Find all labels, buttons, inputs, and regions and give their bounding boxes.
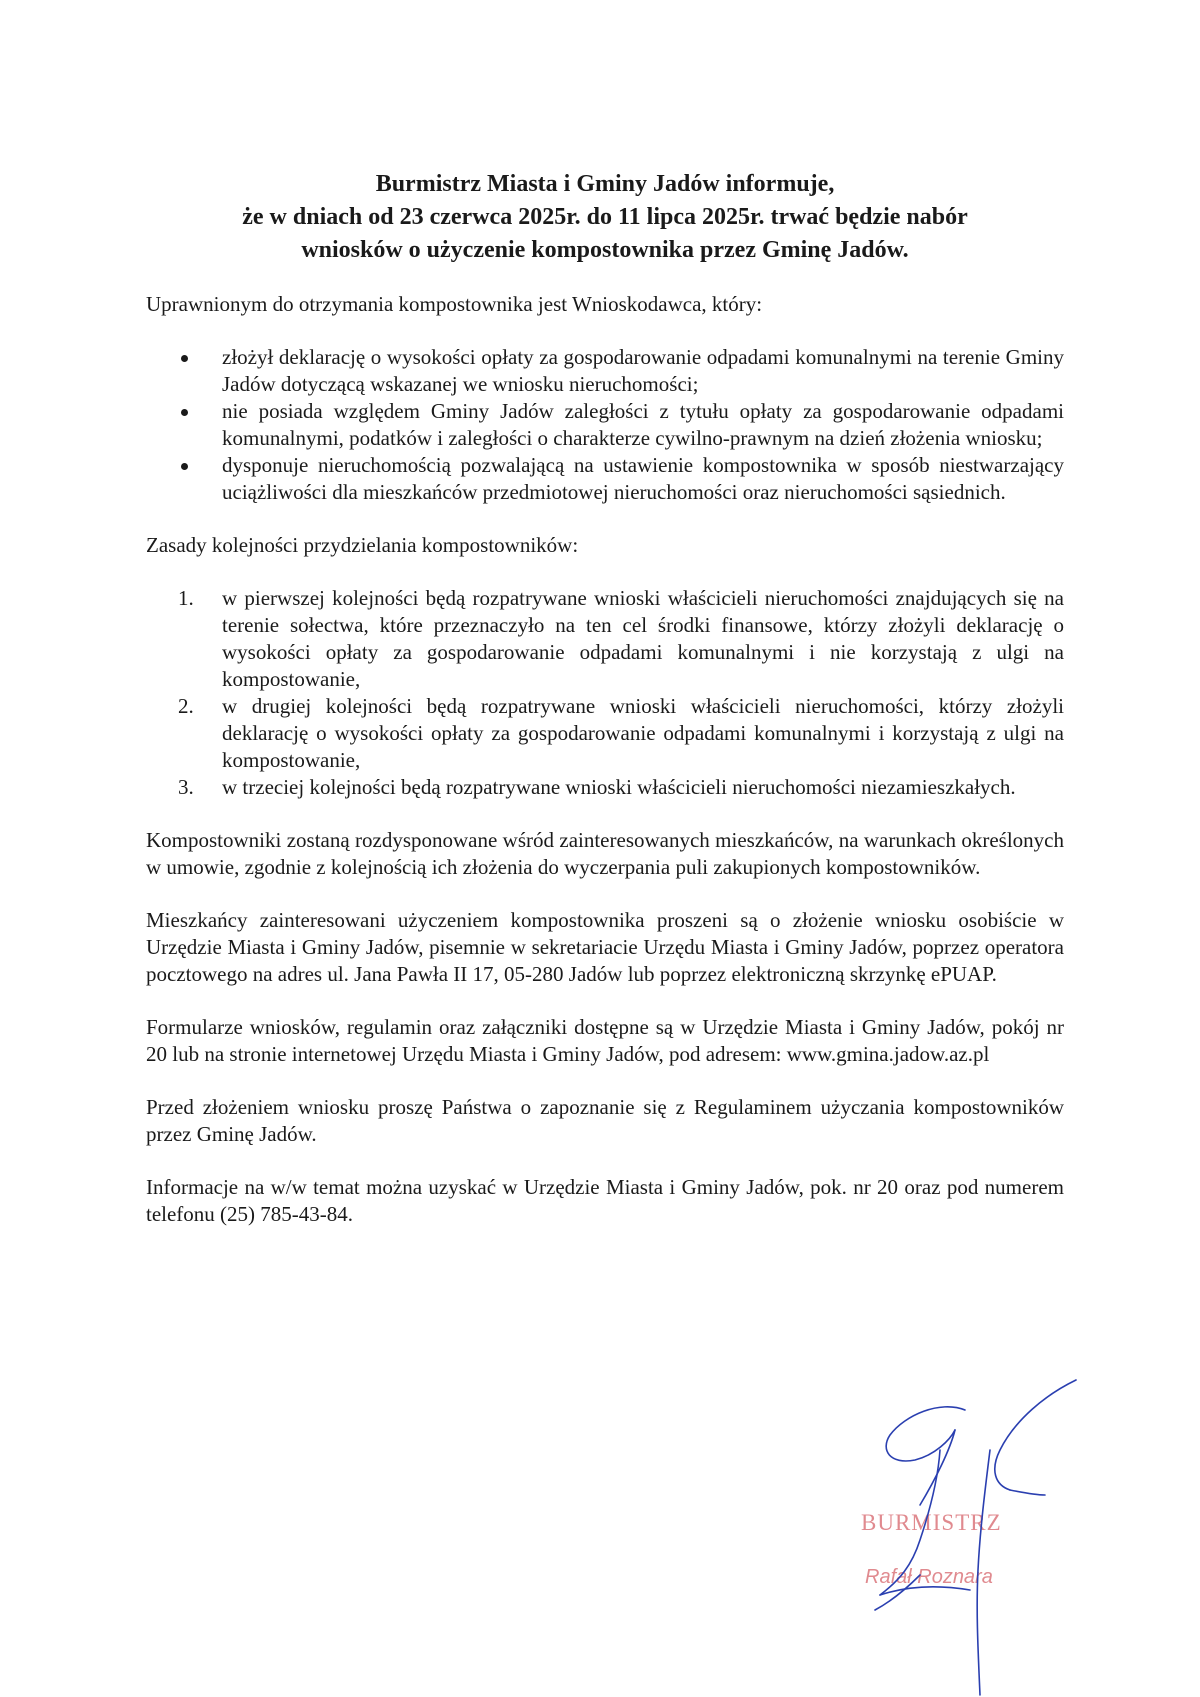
bullet-icon bbox=[181, 355, 188, 362]
document-title bbox=[146, 168, 1064, 267]
order-item-number: 1. bbox=[178, 586, 194, 610]
stamp-name: Rafał Roznara bbox=[865, 1566, 993, 1588]
order-intro: Zasady kolejności przydzielania kompostowników: bbox=[146, 533, 579, 557]
order-list bbox=[146, 585, 1064, 801]
signature-block bbox=[820, 1340, 1080, 1697]
order-item bbox=[146, 585, 1064, 693]
title-line-2: że w dniach od 23 czerwca 2025r. do 11 lipca 2025r. trwać będzie nabór bbox=[242, 204, 968, 230]
eligibility-item bbox=[146, 344, 1064, 398]
distribution-paragraph: Kompostowniki zostaną rozdysponowane wśród zainteresowanych mieszkańców, na warunkach określonych w umowie, zgodnie z kolejnością ich złożenia do wyczerpania puli zakupionych kompostowników. bbox=[146, 828, 1064, 879]
eligibility-item-text: nie posiada względem Gminy Jadów zaległości z tytułu opłaty za gospodarowanie odpadami komunalnymi, podatków i zaległości o charakterze cywilno-prawnym na dzień złożenia wniosku; bbox=[222, 399, 1064, 450]
order-item-text: w trzeciej kolejności będą rozpatrywane wnioski właścicieli nieruchomości niezamieszkałych. bbox=[222, 775, 1016, 799]
stamp-title: BURMISTRZ bbox=[861, 1510, 1002, 1535]
document-content bbox=[146, 168, 1064, 1228]
handwritten-signature-icon bbox=[820, 1340, 1080, 1697]
eligibility-item bbox=[146, 398, 1064, 452]
contact-paragraph: Informacje na w/w temat można uzyskać w Urzędzie Miasta i Gminy Jadów, pok. nr 20 oraz pod numerem telefonu (25) 785-43-84. bbox=[146, 1175, 1064, 1226]
order-item-number: 3. bbox=[178, 775, 194, 799]
eligibility-item-text: złożył deklarację o wysokości opłaty za gospodarowanie odpadami komunalnymi na terenie Gminy Jadów dotyczącą wskazanej we wniosku nieruchomości; bbox=[222, 345, 1064, 396]
order-item-text: w pierwszej kolejności będą rozpatrywane wnioski właścicieli nieruchomości znajdujących się na terenie sołectwa, które przeznaczyło na ten cel środki finansowe, którzy złożyli deklarację o wysokości opłaty za gospodarowanie odpadami komunalnymi i nie korzystają z ulgi na kompostowanie, bbox=[222, 586, 1064, 691]
forms-paragraph: Formularze wniosków, regulamin oraz załączniki dostępne są w Urzędzie Miasta i Gminy Jadów, pokój nr 20 lub na stronie internetowej Urzędu Miasta i Gminy Jadów, pod adresem: www.gmina.jadow.az.pl bbox=[146, 1015, 1064, 1066]
order-item-number: 2. bbox=[178, 694, 194, 718]
eligibility-list bbox=[146, 344, 1064, 506]
eligibility-item-text: dysponuje nieruchomością pozwalającą na ustawienie kompostownika w sposób niestwarzający uciążliwości dla mieszkańców przedmiotowej nieruchomości oraz nieruchomości sąsiednich. bbox=[222, 453, 1064, 504]
eligibility-item bbox=[146, 452, 1064, 506]
order-item-text: w drugiej kolejności będą rozpatrywane wnioski właścicieli nieruchomości, którzy złożyli deklarację o wysokości opłaty za gospodarowanie odpadami komunalnymi i korzystają z ulgi na kompostowanie, bbox=[222, 694, 1064, 772]
title-line-1: Burmistrz Miasta i Gminy Jadów informuje, bbox=[375, 171, 835, 197]
bullet-icon bbox=[181, 463, 188, 470]
submission-paragraph: Mieszkańcy zainteresowani użyczeniem kompostownika proszeni są o złożenie wniosku osobiście w Urzędzie Miasta i Gminy Jadów, pisemnie w sekretariacie Urzędu Miasta i Gminy Jadów, poprzez operatora pocztowego na adres ul. Jana Pawła II 17, 05-280 Jadów lub poprzez elektroniczną skrzynkę ePUAP. bbox=[146, 908, 1064, 986]
eligibility-intro: Uprawnionym do otrzymania kompostownika jest Wnioskodawca, który: bbox=[146, 292, 763, 316]
order-item bbox=[146, 693, 1064, 774]
title-line-3: wniosków o użyczenie kompostownika przez Gminę Jadów. bbox=[301, 237, 909, 263]
bullet-icon bbox=[181, 409, 188, 416]
regulations-paragraph: Przed złożeniem wniosku proszę Państwa o zapoznanie się z Regulaminem użyczania kompostowników przez Gminę Jadów. bbox=[146, 1095, 1064, 1146]
order-item bbox=[146, 774, 1064, 801]
